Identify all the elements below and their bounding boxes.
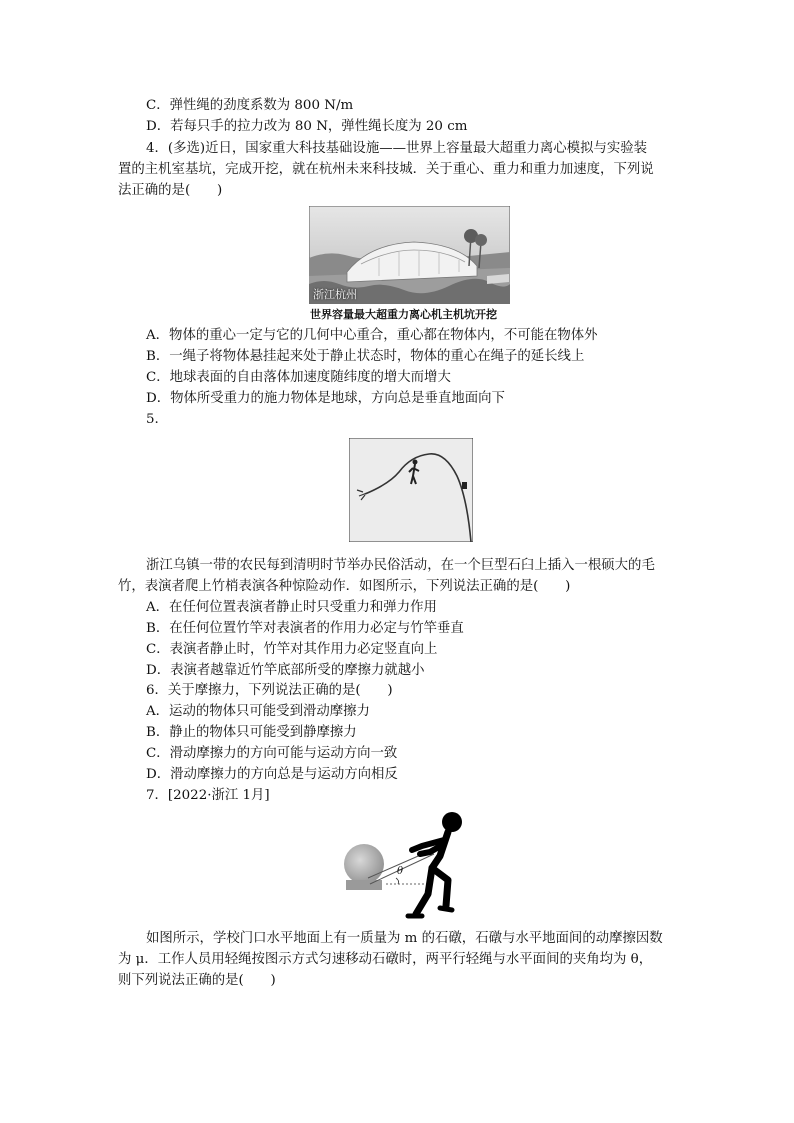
q4-figure-stadium-photo bbox=[309, 206, 510, 304]
q4-figure-label: 浙江杭州 bbox=[313, 288, 357, 301]
q6-option-b: B．静止的物体只可能受到静摩擦力 bbox=[146, 725, 357, 740]
q5-option-c: C．表演者静止时，竹竿对其作用力必定竖直向上 bbox=[146, 642, 438, 657]
q5-stem-line2: 竹，表演者爬上竹梢表演各种惊险动作．如图所示，下列说法正确的是( ) bbox=[118, 579, 571, 594]
q5-figure-bamboo-performer bbox=[349, 438, 473, 542]
q4-option-d: D．物体所受重力的施力物体是地球，方向总是垂直地面向下 bbox=[146, 391, 505, 406]
q4-option-c: C．地球表面的自由落体加速度随纬度的增大而增大 bbox=[146, 370, 451, 385]
q4-option-a: A．物体的重心一定与它的几何中心重合，重心都在物体内，不可能在物体外 bbox=[146, 328, 598, 343]
q6-option-a: A．运动的物体只可能受到滑动摩擦力 bbox=[146, 704, 370, 719]
q5-option-b: B．在任何位置竹竿对表演者的作用力必定与竹竿垂直 bbox=[146, 621, 464, 636]
q5-option-a: A．在任何位置表演者静止时只受重力和弹力作用 bbox=[146, 600, 437, 615]
q7-header: 7．[2022·浙江 1月] bbox=[146, 788, 270, 803]
q6-option-d: D．滑动摩擦力的方向总是与运动方向相反 bbox=[146, 767, 398, 782]
q4-stem-line3: 法正确的是( ) bbox=[118, 183, 223, 198]
q4-stem-line1: 4．(多选)近日，国家重大科技基础设施——世界上容量最大超重力离心模拟与实验装 bbox=[146, 141, 648, 156]
q5-option-d: D．表演者越靠近竹竿底部所受的摩擦力就越小 bbox=[146, 663, 425, 678]
q6-stem: 6．关于摩擦力，下列说法正确的是( ) bbox=[146, 683, 393, 698]
q5-number: 5. bbox=[146, 412, 159, 427]
q6-option-c: C．滑动摩擦力的方向可能与运动方向一致 bbox=[146, 746, 398, 761]
q3-option-c: C．弹性绳的劲度系数为 800 N/m bbox=[146, 98, 354, 113]
q7-figure-stone-and-worker bbox=[340, 806, 470, 922]
q3-option-d: D．若每只手的拉力改为 80 N，弹性绳长度为 20 cm bbox=[146, 119, 468, 134]
q7-stem-line2: 为 μ．工作人员用轻绳按图示方式匀速移动石礅时，两平行轻绳与水平面间的夹角均为 θ， bbox=[118, 952, 653, 967]
q4-figure-caption: 世界容量最大超重力离心机主机坑开挖 bbox=[310, 308, 497, 321]
q4-option-b: B．一绳子将物体悬挂起来处于静止状态时，物体的重心在绳子的延长线上 bbox=[146, 349, 585, 364]
q5-stem-line1: 浙江乌镇一带的农民每到清明时节举办民俗活动，在一个巨型石臼上插入一根硕大的毛 bbox=[146, 558, 655, 573]
q7-stem-line3: 则下列说法正确的是( ) bbox=[118, 973, 276, 988]
q7-figure-theta-label: θ bbox=[397, 866, 404, 877]
q7-stem-line1: 如图所示，学校门口水平地面上有一质量为 m 的石礅，石礅与水平地面间的动摩擦因数 bbox=[146, 931, 663, 946]
q4-stem-line2: 置的主机室基坑，完成开挖，就在杭州未来科技城．关于重心、重力和重力加速度，下列说 bbox=[118, 162, 654, 177]
